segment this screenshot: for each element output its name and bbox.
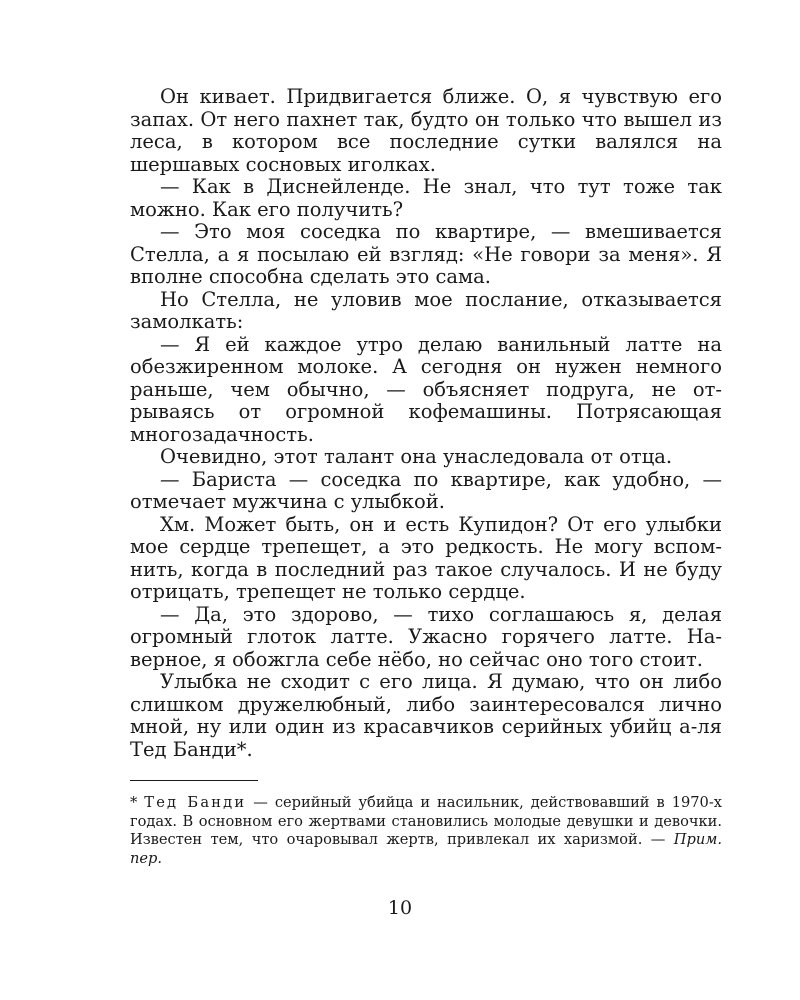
paragraph: — Да, это здорово, — тихо соглашаюсь я, делая огромный глоток латте. Ужасно горячего латте. Наверное, я обожгла себе нёбо, но сейчас оно того стоит. — [130, 602, 722, 671]
footnote-name: Тед Банди — [144, 794, 247, 811]
paragraph: Улыбка не сходит с его лица. Я думаю, что он либо слишком дружелюбный, либо заинтересовался лично мной, ну или один из красавчиков серийных убийц а-ля Тед Банди*. — [130, 670, 722, 761]
footnote-marker: * — [130, 794, 145, 811]
paragraph: Хм. Может быть, он и есть Купидон? От его улыбки мое сердце трепещет, а это редкость. Не могу вспомнить, когда в последний раз такое случалось. И не буду отрицать, трепещет не только сердце. — [130, 512, 722, 603]
footnote-text: — серийный убийца и насильник, действовавший в 1970-х годах. В основном его жертвами становились молодые девушки и девочки. Известен тем, что очаровывал жертв, привлекал их харизмой. — — [130, 794, 723, 848]
paragraph: Очевидно, этот талант она унаследовала от отца. — [160, 445, 673, 468]
paragraph: Он кивает. Придвигается ближе. О, я чувствую его запах. От него пахнет так, будто он только что вышел из леса, в котором все последние сутки валялся на шершавых сосновых иголках. — [130, 85, 722, 176]
main-text — [130, 86, 722, 761]
footnote-translator-note: Прим. пер. — [130, 831, 722, 867]
paragraph: — Как в Диснейленде. Не знал, что тут тоже так можно. Как его получить? — [130, 175, 722, 221]
footnote — [130, 794, 722, 868]
page-number: 10 — [387, 897, 413, 919]
paragraph: — Бариста — соседка по квартире, как удобно, — отмечает мужчина с улыбкой. — [130, 467, 722, 513]
paragraph: — Я ей каждое утро делаю ванильный латте на обезжиренном молоке. А сегодня он нужен немного раньше, чем обычно, — объясняет подруга, не отрываясь от огромной кофемашины. Потрясающая многозадачность. — [130, 332, 722, 446]
paragraph: — Это моя соседка по квартире, — вмешивается Стелла, а я посылаю ей взгляд: «Не говори за меня». Я вполне способна сделать это сама. — [130, 220, 722, 288]
footnote-divider — [130, 780, 258, 781]
paragraph: Но Стелла, не уловив мое послание, отказывается замолкать: — [130, 287, 722, 333]
